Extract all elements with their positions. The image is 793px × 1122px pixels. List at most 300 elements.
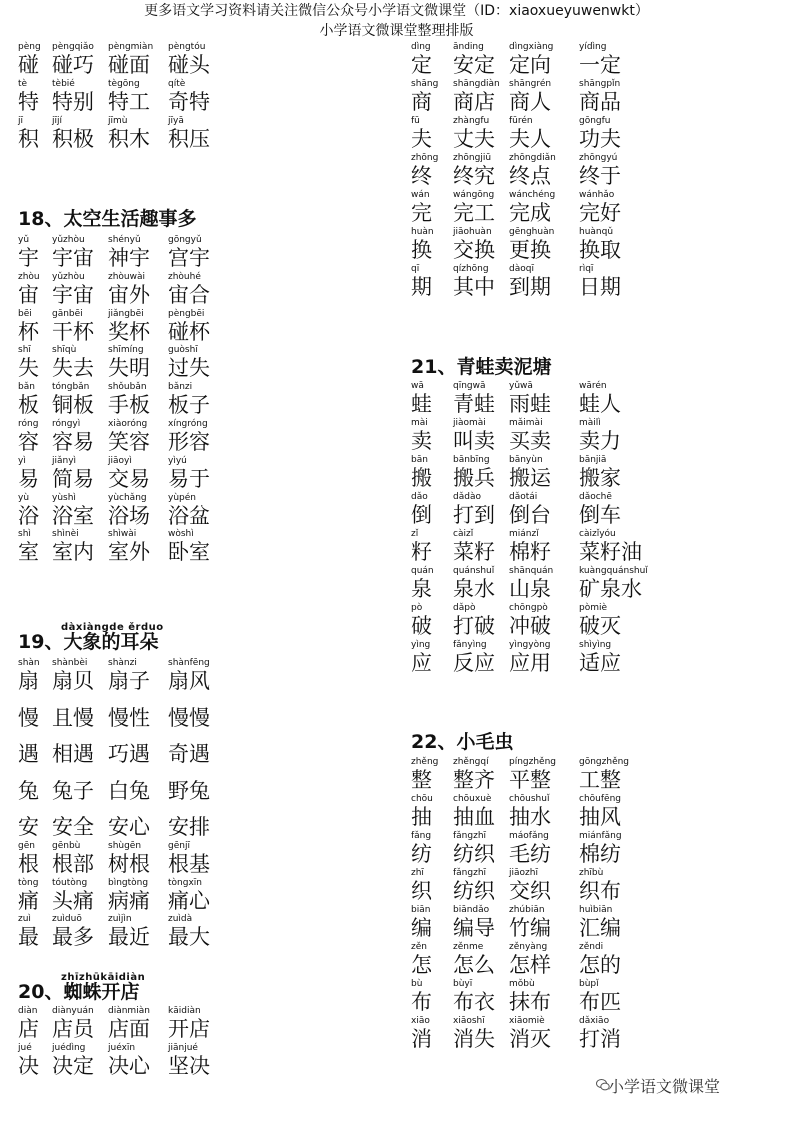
hanzi: 最多 (52, 925, 94, 950)
pinyin: pèngtóu (168, 42, 206, 52)
section-title-pinyin: dàxiàngde ěrduo (61, 622, 164, 633)
pinyin: jī (18, 116, 24, 126)
pinyin: gānbēi (52, 308, 83, 319)
pinyin: miánfǎng (579, 831, 622, 841)
pinyin: zhěngqí (453, 757, 489, 767)
hanzi: 室 (18, 540, 39, 565)
hanzi: 痛心 (168, 888, 210, 913)
hanzi: 怎样 (509, 953, 551, 977)
word-entry (509, 831, 551, 866)
pinyin: zhībù (579, 868, 604, 878)
word-entry (579, 566, 648, 601)
word-entry (108, 79, 150, 114)
hanzi: 易于 (168, 466, 210, 491)
word-entry (108, 658, 150, 693)
hanzi: 完成 (509, 201, 551, 225)
hanzi: 交换 (453, 238, 495, 262)
hanzi: 白兔 (108, 778, 150, 803)
word-entry (52, 235, 94, 270)
character-entry (411, 794, 433, 829)
hanzi: 倒 (411, 503, 432, 527)
character-entry (18, 493, 39, 528)
word-entry (168, 804, 210, 839)
pinyin: qízhōng (453, 264, 489, 274)
word-entry (453, 831, 495, 866)
word-entry (168, 419, 210, 454)
hanzi: 织 (411, 879, 432, 903)
hanzi: 干杯 (52, 319, 94, 344)
pinyin: qítè (168, 79, 186, 89)
pinyin: xiāo (411, 1016, 430, 1026)
word-entry (579, 492, 621, 527)
hanzi: 铜板 (52, 393, 94, 418)
word-entry (108, 1006, 150, 1041)
word-entry (509, 418, 551, 453)
hanzi: 兔子 (52, 778, 94, 803)
pinyin: gēn (18, 841, 35, 851)
character-entry (411, 640, 432, 675)
hanzi: 织布 (579, 879, 621, 903)
hanzi: 抽水 (509, 805, 551, 829)
pinyin: shì (18, 529, 31, 540)
word-row (411, 640, 791, 676)
word-row (411, 1016, 791, 1052)
pinyin: fǎngzhī (453, 831, 487, 841)
hanzi: 终 (411, 164, 432, 188)
word-entry (453, 190, 495, 225)
pinyin: bānbīng (453, 455, 490, 465)
hanzi: 工整 (579, 768, 621, 792)
hanzi: 怎 (411, 953, 432, 977)
pinyin: máofǎng (509, 831, 549, 841)
pinyin: shāngrén (509, 79, 552, 89)
hanzi: 菜籽油 (579, 540, 642, 564)
pinyin (18, 804, 39, 815)
word-entry (453, 640, 495, 675)
word-row (411, 831, 791, 867)
word-entry (453, 116, 495, 151)
hanzi: 一定 (579, 53, 621, 77)
word-entry (52, 309, 94, 344)
hanzi: 野兔 (168, 778, 210, 803)
pinyin: mǒbù (509, 979, 535, 989)
word-entry (168, 658, 210, 693)
pinyin: ānding (453, 42, 484, 52)
word-entry (509, 942, 551, 977)
hanzi: 日期 (579, 275, 621, 299)
hanzi: 碰 (18, 53, 39, 77)
section-title-pinyin: zhīzhūkāidiàn (61, 972, 146, 983)
pinyin: zěn (411, 942, 427, 952)
word-entry (509, 42, 553, 77)
pinyin: fǎngzhī (453, 868, 487, 878)
word-entry (108, 456, 150, 491)
pinyin: pòmiè (579, 603, 608, 613)
pinyin: zuìduō (52, 914, 82, 925)
word-row (18, 309, 398, 345)
pinyin (18, 768, 39, 779)
character-entry (411, 153, 438, 188)
word-entry (579, 42, 621, 77)
pinyin: shīqù (52, 345, 77, 356)
word-entry (509, 603, 551, 638)
hanzi: 容易 (52, 430, 94, 454)
word-entry (579, 603, 621, 638)
hanzi: 开店 (168, 1017, 210, 1041)
hanzi: 夫人 (509, 127, 551, 151)
word-entry (52, 1006, 94, 1041)
word-entry (509, 640, 551, 675)
word-row (18, 235, 398, 271)
pinyin: yùpén (168, 492, 196, 503)
word-entry (168, 841, 210, 876)
word-row (18, 493, 398, 529)
word-entry (52, 529, 94, 564)
word-entry (52, 768, 94, 803)
pinyin: zhōng (411, 153, 439, 163)
hanzi: 板子 (168, 393, 210, 418)
pinyin: wán (411, 190, 430, 200)
pinyin: shényǔ (108, 235, 141, 245)
section-title (18, 972, 146, 1004)
pinyin: jiāoyì (108, 455, 132, 466)
pinyin: yǔwā (509, 381, 533, 391)
word-entry (453, 455, 495, 490)
pinyin: tè (18, 79, 28, 89)
word-entry (52, 1043, 94, 1078)
word-row (411, 757, 791, 793)
hanzi: 蛙 (411, 392, 432, 416)
word-entry (108, 529, 150, 564)
hanzi: 抽风 (579, 805, 621, 829)
word-entry (453, 979, 495, 1014)
section-title-text: 20、蜘蛛开店 (18, 981, 140, 1003)
hanzi: 坚决 (168, 1054, 210, 1078)
word-row (411, 264, 791, 300)
pinyin (18, 695, 39, 706)
pinyin: gōngyǔ (168, 235, 202, 245)
word-row (18, 382, 398, 418)
hanzi: 定向 (509, 53, 551, 77)
hanzi: 宇 (18, 246, 39, 270)
pinyin (168, 804, 210, 815)
word-row (18, 695, 398, 731)
word-entry (168, 914, 210, 949)
pinyin: dǎdào (453, 492, 481, 502)
pinyin: shī (18, 345, 31, 356)
hanzi: 积 (18, 127, 39, 151)
pinyin (168, 731, 210, 742)
character-entry (411, 942, 432, 977)
hanzi: 怎的 (579, 953, 621, 977)
hanzi: 布衣 (453, 990, 495, 1014)
character-entry (411, 116, 432, 151)
pinyin: yǔ (18, 235, 30, 245)
hanzi: 根基 (168, 852, 210, 876)
character-entry (411, 757, 438, 792)
word-row (411, 905, 791, 941)
character-entry (411, 79, 438, 114)
pinyin: mǎimài (509, 418, 543, 428)
pinyin: chōufēng (579, 794, 621, 804)
hanzi: 终点 (509, 164, 551, 188)
pinyin: tòng (18, 877, 39, 888)
character-entry (411, 42, 432, 77)
hanzi: 碰巧 (52, 53, 94, 77)
hanzi: 泉水 (453, 577, 495, 601)
hanzi: 怎么 (453, 953, 495, 977)
hanzi: 换取 (579, 238, 621, 262)
pinyin: càizǐ (453, 529, 474, 539)
hanzi: 棉纺 (579, 842, 621, 866)
hanzi: 青蛙 (453, 392, 495, 416)
word-row (411, 227, 791, 263)
word-entry (509, 868, 551, 903)
hanzi: 病痛 (108, 888, 150, 913)
pinyin: shànbèi (52, 658, 88, 668)
hanzi: 到期 (509, 275, 551, 299)
pinyin: shāng (411, 79, 439, 89)
character-entry (411, 1016, 432, 1051)
word-entry (168, 235, 210, 270)
hanzi: 卖 (411, 429, 432, 453)
hanzi: 反应 (453, 651, 495, 675)
hanzi: 其中 (453, 275, 495, 299)
word-entry (579, 529, 642, 564)
character-entry (18, 456, 39, 491)
pinyin: bùpǐ (579, 979, 599, 989)
pinyin: jué (18, 1043, 32, 1053)
pinyin: juéxīn (108, 1043, 136, 1053)
hanzi: 容 (18, 430, 39, 454)
word-entry (579, 153, 621, 188)
pinyin: shǒubǎn (108, 382, 147, 393)
word-entry (108, 1043, 150, 1078)
pinyin: zuìdà (168, 914, 193, 925)
word-entry (52, 841, 94, 876)
hanzi: 决定 (52, 1054, 94, 1078)
hanzi: 破灭 (579, 614, 621, 638)
pinyin: dìngxiàng (509, 42, 554, 52)
pinyin: zhòu (18, 271, 40, 282)
word-entry (453, 905, 495, 940)
word-row (18, 419, 398, 455)
word-row (411, 153, 791, 189)
pinyin: jiāozhī (509, 868, 538, 878)
pinyin: yùshì (52, 492, 76, 503)
word-entry (509, 979, 551, 1014)
pinyin: rìqī (579, 264, 594, 274)
word-entry (453, 153, 495, 188)
character-entry (411, 905, 432, 940)
pinyin: wánhǎo (579, 190, 615, 200)
hanzi: 商店 (453, 90, 495, 114)
word-entry (52, 345, 94, 380)
hanzi: 夫 (411, 127, 432, 151)
hanzi: 交易 (108, 466, 150, 491)
pinyin: dǎo (411, 492, 428, 502)
pinyin: zěnme (453, 942, 484, 952)
pinyin: shànzi (108, 658, 137, 668)
pinyin: zhōngdiǎn (509, 153, 556, 163)
word-entry (453, 529, 495, 564)
pinyin: bù (411, 979, 423, 989)
hanzi: 菜籽 (453, 540, 495, 564)
character-entry (18, 914, 39, 949)
hanzi: 搬 (411, 466, 432, 490)
hanzi: 汇编 (579, 916, 621, 940)
pinyin: shīmíng (108, 345, 144, 356)
hanzi: 整 (411, 768, 432, 792)
character-entry (411, 227, 434, 262)
word-entry (579, 264, 621, 299)
hanzi: 奇遇 (168, 742, 210, 767)
hanzi: 碰面 (108, 53, 150, 77)
hanzi: 根 (18, 852, 39, 876)
hanzi: 相遇 (52, 742, 94, 767)
hanzi: 棉籽 (509, 540, 551, 564)
word-entry (168, 695, 210, 730)
word-entry (52, 695, 94, 730)
hanzi: 蛙人 (579, 392, 621, 416)
word-row (18, 79, 398, 115)
hanzi: 布匹 (579, 990, 621, 1014)
pinyin: shāngdiàn (453, 79, 500, 89)
pinyin: xiàoróng (108, 419, 148, 429)
hanzi: 打破 (453, 614, 495, 638)
word-row (411, 868, 791, 904)
hanzi: 易 (18, 466, 39, 491)
word-entry (579, 418, 621, 453)
hanzi: 遇 (18, 742, 39, 767)
hanzi: 失明 (108, 356, 150, 381)
word-entry (52, 42, 94, 77)
word-entry (168, 1043, 210, 1078)
pinyin: bānyùn (509, 455, 543, 465)
word-entry (168, 1006, 210, 1041)
hanzi: 纺 (411, 842, 432, 866)
hanzi: 泉 (411, 577, 432, 601)
pinyin: zhěng (411, 757, 439, 767)
hanzi: 更换 (509, 238, 551, 262)
pinyin: qī (411, 264, 420, 274)
character-entry (18, 878, 39, 913)
word-entry (509, 455, 551, 490)
hanzi: 应 (411, 651, 432, 675)
watermark-text: 小学语文微课堂 (608, 1077, 721, 1096)
pinyin: miánzǐ (509, 529, 539, 539)
hanzi: 特工 (108, 90, 150, 114)
word-entry (168, 345, 210, 380)
character-entry (411, 190, 432, 225)
hanzi: 慢慢 (168, 705, 210, 730)
pinyin: wòshì (168, 529, 194, 540)
word-entry (579, 190, 621, 225)
hanzi: 交织 (509, 879, 551, 903)
character-entry (18, 529, 39, 564)
pinyin (52, 804, 94, 815)
character-entry (411, 831, 432, 866)
hanzi: 籽 (411, 540, 432, 564)
hanzi: 扇贝 (52, 669, 94, 693)
hanzi: 破 (411, 614, 432, 638)
header-line-1: 更多语文学习资料请关注微信公众号小学语文微课堂（ID：xiaoxueyuwenwkt） (144, 3, 649, 19)
word-entry (579, 381, 621, 416)
hanzi: 特别 (52, 90, 94, 114)
character-entry (18, 1006, 39, 1041)
word-row (411, 116, 791, 152)
hanzi: 手板 (108, 393, 150, 418)
hanzi: 编 (411, 916, 432, 940)
hanzi: 完好 (579, 201, 621, 225)
pinyin: wánchéng (509, 190, 556, 200)
pinyin: qīngwā (453, 381, 486, 391)
word-row (18, 42, 398, 78)
word-entry (108, 42, 153, 77)
word-entry (453, 794, 495, 829)
character-entry (18, 731, 39, 766)
pinyin: zěndi (579, 942, 604, 952)
hanzi: 平整 (509, 768, 551, 792)
pinyin: zǐ (411, 529, 419, 539)
word-entry (52, 731, 94, 766)
hanzi: 宙合 (168, 282, 210, 307)
pinyin: tègōng (108, 79, 140, 89)
character-entry (411, 868, 432, 903)
word-entry (108, 382, 150, 417)
word-entry (168, 456, 210, 491)
word-entry (579, 868, 621, 903)
hanzi: 浴室 (52, 503, 94, 528)
hanzi: 扇子 (108, 669, 150, 693)
pinyin: yìngyòng (509, 640, 551, 650)
pinyin: càizǐyóu (579, 529, 616, 539)
word-entry (579, 942, 621, 977)
pinyin (168, 768, 210, 779)
character-entry (411, 264, 432, 299)
pinyin (168, 695, 210, 706)
pinyin: yǔzhòu (52, 235, 85, 245)
word-row (411, 42, 791, 78)
hanzi: 编导 (453, 916, 495, 940)
pinyin: dǎotái (509, 492, 538, 502)
hanzi: 安全 (52, 815, 94, 840)
word-entry (52, 382, 94, 417)
hanzi: 功夫 (579, 127, 621, 151)
hanzi: 扇风 (168, 669, 210, 693)
word-entry (52, 79, 94, 114)
character-entry (18, 419, 39, 454)
pinyin: jiānjué (168, 1043, 198, 1053)
word-entry (509, 264, 551, 299)
word-entry (453, 1016, 495, 1051)
hanzi: 浴盆 (168, 503, 210, 528)
word-row (18, 804, 398, 840)
hanzi: 抽血 (453, 805, 495, 829)
word-entry (168, 272, 210, 307)
pinyin: mài (411, 418, 428, 428)
hanzi: 商品 (579, 90, 621, 114)
hanzi: 搬家 (579, 466, 621, 490)
hanzi: 完工 (453, 201, 495, 225)
pinyin: fūrén (509, 116, 533, 126)
word-entry (579, 757, 629, 792)
pinyin: wā (411, 381, 424, 391)
word-entry (579, 455, 621, 490)
character-entry (18, 841, 39, 876)
pinyin: chōu (411, 794, 433, 804)
hanzi: 积木 (108, 127, 150, 151)
